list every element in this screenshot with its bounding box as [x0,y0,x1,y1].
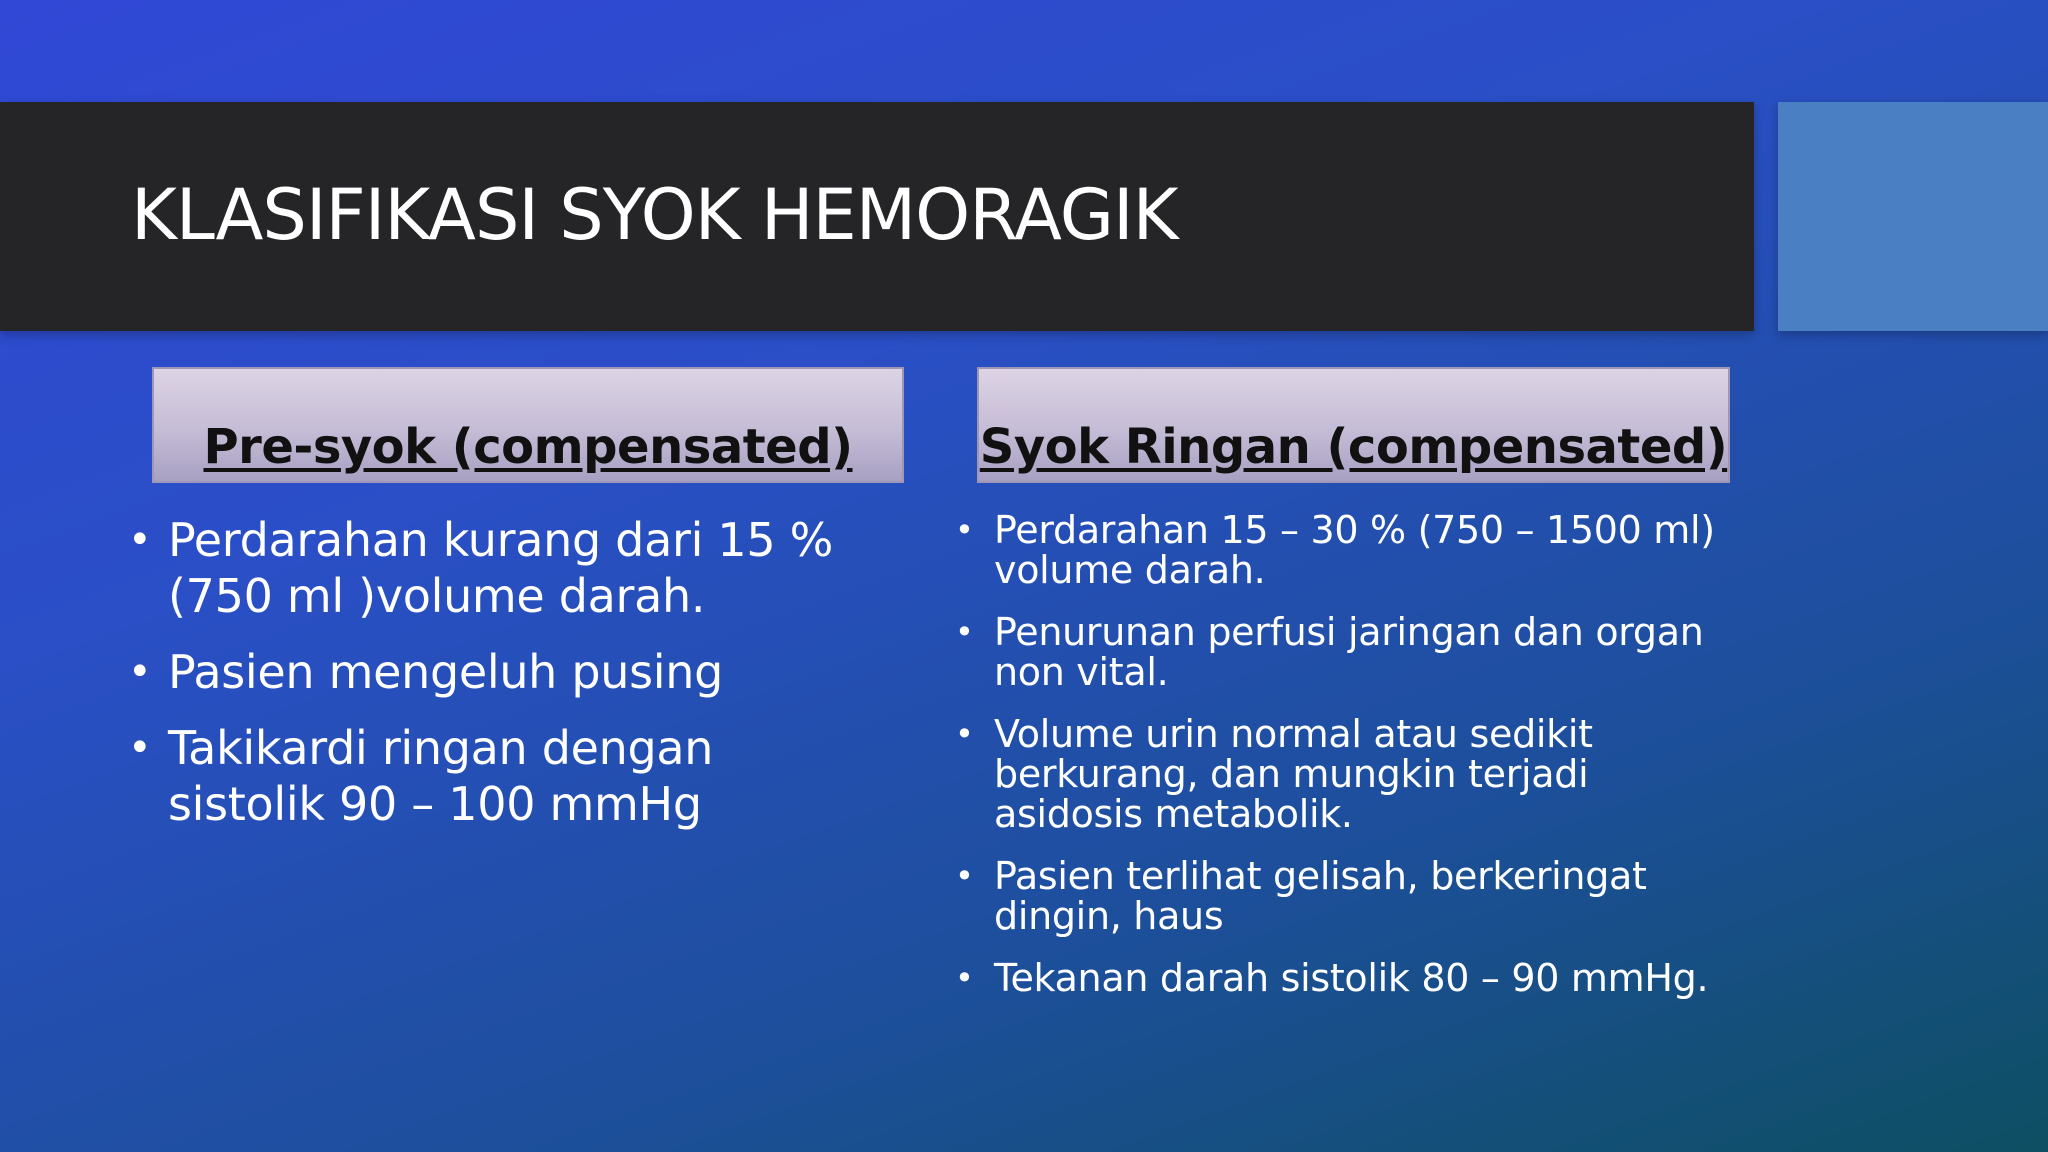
right-bullet-item: • Volume urin normal atau sedikit berkurang, dan mungkin terjadi asidosis metabolik. [955,714,1735,834]
right-header-label: Syok Ringan (compensated) [979,419,1728,475]
left-bullet-item: • Perdarahan kurang dari 15 % (750 ml )volume darah. [128,512,868,624]
left-header-label: Pre-syok (compensated) [203,419,853,475]
left-bullet-item: • Pasien mengeluh pusing [128,644,868,700]
right-column-header [977,367,1730,483]
left-column-header [152,367,904,483]
title-bar [0,102,1754,331]
left-bullet-item: • Takikardi ringan dengan sistolik 90 – 100 mmHg [128,720,868,832]
left-bullet-list [128,512,868,852]
right-bullet-list [955,510,1735,1020]
right-bullet-item: • Perdarahan 15 – 30 % (750 – 1500 ml) volume darah. [955,510,1735,590]
right-bullet-item: • Penurunan perfusi jaringan dan organ non vital. [955,612,1735,692]
right-bullet-item: • Pasien terlihat gelisah, berkeringat dingin, haus [955,856,1735,936]
slide-title: KLASIFIKASI SYOK HEMORAGIK [131,174,1178,256]
right-bullet-item: • Tekanan darah sistolik 80 – 90 mmHg. [955,958,1735,998]
accent-square [1778,102,2048,331]
